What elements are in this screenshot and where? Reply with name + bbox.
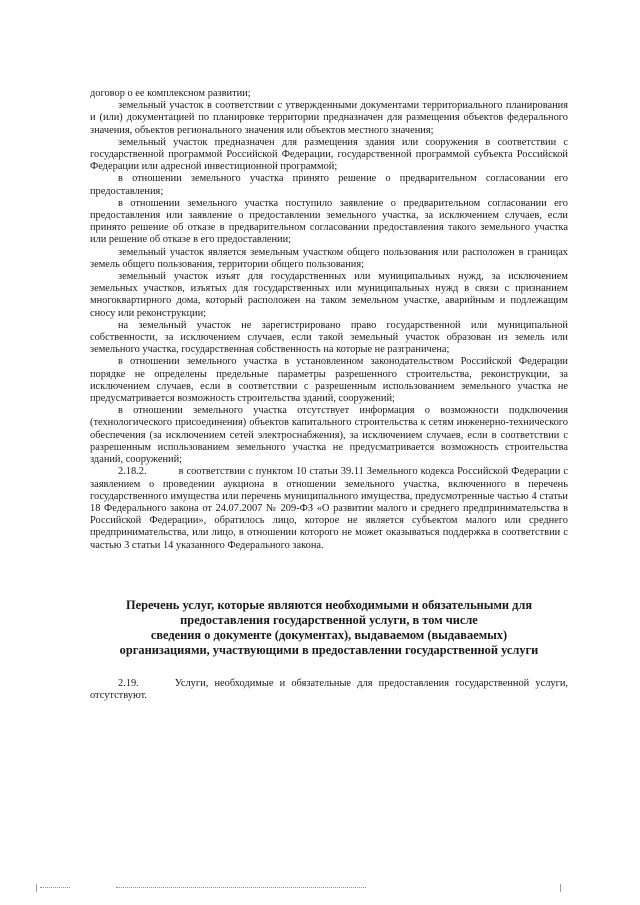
clause-2-19 bbox=[90, 678, 568, 702]
scan-mark bbox=[36, 884, 37, 892]
paragraph-unregistered-ownership: на земельный участок не зарегистрировано право государственной или муниципальной собственности, за исключением случаев, если такой земельный участок образован из земель или земельного участка, государственная собственность на которые не разграничена; bbox=[90, 319, 568, 356]
section-heading bbox=[90, 598, 568, 658]
clause-text: Услуги, необходимые и обязательные для предоставления государственной услуги, отсутствуют. bbox=[90, 677, 568, 701]
heading-line-1: Перечень услуг, которые являются необходимыми и обязательными для bbox=[125, 597, 533, 612]
scan-dotted-line bbox=[116, 887, 366, 888]
clause-number: 2.18.2. bbox=[118, 466, 147, 478]
heading-line-4: организациями, участвующими в предоставлении государственной услуги bbox=[119, 642, 539, 657]
clause-2-18-2 bbox=[90, 466, 568, 551]
paragraph-continuation: договор о ее комплексном развитии; bbox=[90, 88, 251, 99]
paragraph-territorial-planning: земельный участок в соответствии с утвержденными документами территориального планирования и (или) документацией по планировке территории предназначен для размещения объектов федерального значения, объектов регионального значения или объектов местного значения; bbox=[90, 100, 568, 136]
paragraph-construction-parameters: в отношении земельного участка в установленном законодательством Российской Федерации порядке не определены предельные параметры разрешенного строительства, реконструкции, за исключением случаев, если в соответствии с разрешенным использованием земельного участка не предусматривается возможность строительства зданий, сооружений; bbox=[90, 356, 568, 405]
paragraph-preliminary-approval-decision: в отношении земельного участка принято решение о предварительном согласовании его предоставления; bbox=[90, 173, 568, 197]
heading-line-3: сведения о документе (документах), выдаваемом (выдаваемых) bbox=[150, 627, 508, 642]
scan-mark bbox=[560, 884, 561, 892]
paragraph-preliminary-approval-application: в отношении земельного участка поступило заявление о предварительном согласовании его предоставления или заявление о предоставлении земельного участка, за исключением случаев, если принято решение об отказе в предварительном согласовании предоставления такого земельного участка или решение об отказе в его предоставлении; bbox=[90, 197, 568, 246]
scan-edge-artifact bbox=[0, 884, 640, 892]
document-body bbox=[90, 88, 568, 702]
paragraph-utility-connection: в отношении земельного участка отсутствует информация о возможности подключения (технологического присоединения) объектов капитального строительства к сетям инженерно-технического обеспечения (за исключением сетей электроснабжения), за исключением случаев, если в соответствии с разрешенным использованием земельного участка не предусматривается возможность строительства зданий, сооружений; bbox=[90, 405, 568, 466]
paragraph-seized-land: земельный участок изъят для государственных или муниципальных нужд, за исключением земельных участков, изъятых для государственных или муниципальных нужд в связи с признанием многоквартирного дома, который расположен на таком земельном участке, аварийным и подлежащим сносу или реконструкции; bbox=[90, 271, 568, 319]
paragraph-state-program: земельный участок предназначен для размещения здания или сооружения в соответствии с государственной программой Российской Федерации, государственной программой субъекта Российской Федерации или адресной инвестиционной программой; bbox=[90, 136, 568, 173]
heading-line-2: предоставления государственной услуги, в том числе bbox=[180, 612, 478, 627]
clause-number: 2.19. bbox=[118, 677, 139, 689]
scan-dotted-line bbox=[40, 887, 70, 888]
clause-text: в соответствии с пунктом 10 статьи 39.11 Земельного кодекса Российской Федерации с заявлением о проведении аукциона в отношении земельного участка, включенного в перечень государственного имущества или перечень муниципального имущества, предусмотренные частью 4 статьи 18 Федерального закона от 24.07.2007 № 209-ФЗ «О развитии малого и среднего предпринимательства в Российской Федерации», обратилось лицо, которое не является субъектом малого или среднего предпринимательства, или лицо, в отношении которого не может оказываться поддержка в соответствии с частью 3 статьи 14 указанного Федерального закона. bbox=[90, 466, 568, 551]
paragraph-public-land: земельный участок является земельным участком общего пользования или расположен в границах земель общего пользования, территории общего пользования; bbox=[90, 246, 568, 270]
